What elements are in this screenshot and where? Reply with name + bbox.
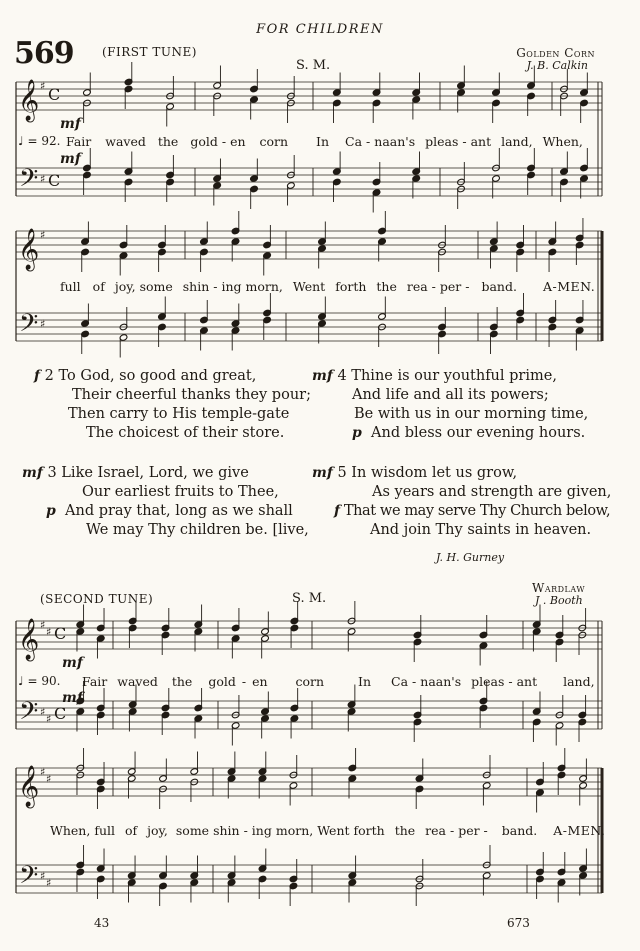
- verse-3: mf 3 Like Israel, Lord, we give Our earliest fruits to Thee, p And pray that, long as we shall We may Thy children be. [live,: [22, 465, 309, 538]
- first-tune-label: (FIRST TUNE): [102, 45, 197, 59]
- svg-text:𝄞: 𝄞: [18, 80, 40, 121]
- lyrics-line-4: When, full of joy, some shin - ing morn, Went forth the rea - per - band. A-MEN.: [50, 823, 606, 838]
- second-tune-meter: S. M.: [292, 591, 327, 606]
- first-tune-composer: J. B. Calkin: [526, 59, 588, 72]
- svg-text:𝄞: 𝄞: [18, 229, 40, 270]
- svg-text:C: C: [54, 704, 67, 724]
- tempo-marking-2: ♩ = 90.: [18, 674, 61, 688]
- tempo-marking-1: ♩ = 92.: [18, 134, 61, 148]
- verse-2: f 2 To God, so good and great, Their cheerful thanks they pour; Then carry to His temple-gate The choicest of their store.: [34, 368, 311, 441]
- svg-text:𝄢: 𝄢: [19, 309, 39, 345]
- svg-text:C: C: [54, 624, 67, 644]
- svg-text:♯: ♯: [46, 712, 52, 726]
- svg-text:♯: ♯: [46, 772, 52, 786]
- svg-text:♯: ♯: [40, 618, 46, 632]
- lyrics-line-3: Fair waved the gold - en corn In Ca - naan's pleas - ant land,: [82, 674, 595, 689]
- lyrics-line-1: Fair waved the gold - en corn In Ca - naan's pleas - ant land, When,: [66, 134, 583, 149]
- svg-text:𝄢: 𝄢: [19, 861, 39, 897]
- svg-text:𝄢: 𝄢: [19, 164, 39, 200]
- svg-text:𝄞: 𝄞: [18, 766, 40, 807]
- svg-text:♯: ♯: [40, 317, 46, 331]
- svg-text:♯: ♯: [40, 765, 46, 779]
- svg-text:𝄞: 𝄞: [18, 619, 40, 660]
- first-tune-meter: S. M.: [296, 58, 331, 73]
- footer-right-page-number: 673: [507, 916, 530, 930]
- second-tune-label: (SECOND TUNE): [40, 592, 154, 606]
- svg-text:♯: ♯: [46, 876, 52, 890]
- svg-text:♯: ♯: [40, 869, 46, 883]
- hymn-number: 569: [14, 36, 74, 71]
- first-tune-name: Golden Corn: [516, 46, 595, 60]
- svg-text:♯: ♯: [46, 625, 52, 639]
- text-author: J. H. Gurney: [436, 551, 505, 564]
- svg-text:♯: ♯: [40, 705, 46, 719]
- svg-text:𝄢: 𝄢: [19, 697, 39, 733]
- svg-text:♯: ♯: [40, 79, 46, 93]
- svg-text:C: C: [48, 85, 61, 105]
- lyrics-line-2: full of joy, some shin - ing morn, Went forth the rea - per - band. A-MEN.: [60, 279, 596, 294]
- dynamic-mf-top-2: mf: [62, 655, 83, 671]
- running-title: FOR CHILDREN: [256, 22, 384, 37]
- dynamic-mf-top-1: mf: [60, 116, 81, 132]
- svg-text:C: C: [48, 171, 61, 191]
- footer-left-page-number: 43: [94, 916, 110, 930]
- dynamic-mf-bass-1: mf: [60, 151, 81, 167]
- second-tune-name: Wardlaw: [532, 581, 586, 595]
- svg-text:♯: ♯: [40, 228, 46, 242]
- svg-text:♯: ♯: [40, 172, 46, 186]
- verse-5: mf 5 In wisdom let us grow, As years and strength are given, f That we may serve Thy Church below, And join Thy saints in heaven.: [312, 465, 612, 538]
- second-tune-composer: J . Booth: [535, 594, 583, 607]
- dynamic-mf-bass-2: mf: [62, 690, 83, 706]
- verse-4: mf 4 Thine is our youthful prime, And life and all its powers; Be with us in our morning time, p And bless our evening hours.: [312, 368, 589, 441]
